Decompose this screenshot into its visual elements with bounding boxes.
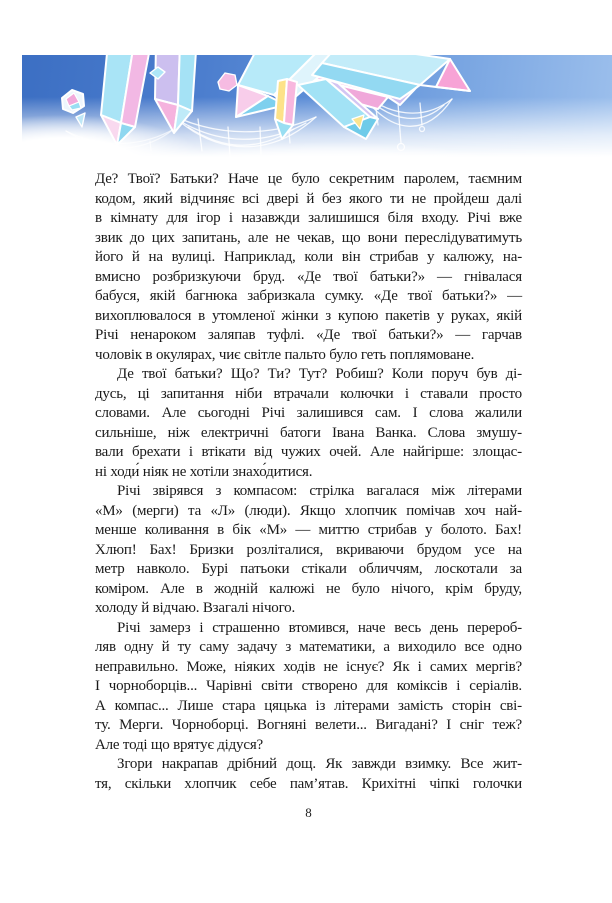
text-line: вали брехати і втікати від чужих очей. Але найгірше: злощас- — [95, 444, 522, 460]
text-line: метр навколо. Бурі патьоки стікали обличчям, лоскотали за — [95, 561, 522, 577]
text-line: Де? Твої? Батьки? Наче це було секретним паролем, таємним — [95, 171, 522, 187]
text-line: чоловік в окулярах, чиє світле пальто було геть поплямоване. — [95, 346, 475, 363]
text-line: неправильно. Може, ніяких ходів не існує? Як і самих мергів? — [95, 658, 522, 675]
paragraph — [95, 619, 522, 756]
text-line: ляв одну й ту саму задачу з математики, а виходило все одно — [95, 639, 522, 655]
text-line: Річі звірявся з компасом: стрілка вагалася між літерами — [117, 483, 522, 499]
text-line: ту. Мерги. Чорноборці. Вогняні велети... Вигадані? І сніг теж? — [95, 717, 522, 733]
text-line: кодом, який відчиняє всі двері й без якого ти не пройдеш далі — [95, 190, 522, 207]
text-line: словами. Але сьогодні Річі залишився сам. І слова жалили — [95, 405, 522, 421]
text-line: Річі замерз і страшенно втомився, наче весь день перероб- — [117, 619, 522, 636]
text-line: тя, скільки хлопчик себе пам’ятав. Крихітні чіпкі голочки — [95, 775, 522, 792]
text-line: його й на вулиці. Наприклад, коли він стрибав у калюжу, на- — [95, 249, 522, 265]
text-line: Але тоді що врятує дідуся? — [95, 736, 263, 753]
text-line: звик до цих запитань, але не чекав, що вони переслідуватимуть — [95, 229, 522, 246]
page-number: 8 — [305, 805, 312, 820]
crystal-cluster — [62, 55, 470, 145]
paragraph — [95, 170, 522, 365]
crystals-illustration — [22, 55, 612, 160]
paragraph — [95, 755, 522, 794]
header-illustration — [22, 55, 612, 160]
text-line: «М» (мерги) та «Л» (люди). Якщо хлопчик помічав хоч най- — [95, 502, 522, 519]
text-line: А компас... Лише стара цяцька із літерами замість сторін сві- — [95, 697, 522, 714]
text-line: вмисно розбризкуючи бруд. «Де твої батьки?» — гнівалася — [95, 268, 522, 285]
page-text — [95, 170, 522, 794]
paragraph — [95, 482, 522, 619]
text-line: Де твої батьки? Що? Ти? Тут? Робиш? Коли поруч був ді- — [117, 366, 522, 382]
text-line: вихоплювалося в утомленої жінки з купою пакетів у руках, якій — [95, 307, 522, 324]
text-line: бабуся, якій багнюка забризкала сумку. «Де твої батьки?» — — [95, 288, 522, 304]
text-line: коміром. Але в жодній калюжі не було нічого, крім бруду, — [95, 580, 522, 597]
text-line: холоду й відчаю. Взагалі нічого. — [95, 600, 296, 616]
text-line: Згори накрапав дрібний дощ. Як завжди взимку. Все жит- — [117, 756, 522, 772]
text-line: в кімнату для ігор і назавжди залишишся біля входу. Річі вже — [95, 210, 522, 226]
paragraph — [95, 365, 522, 482]
text-line: Хлюп! Бах! Бризки розліталися, вкриваючи брудом усе на — [95, 541, 522, 558]
text-line: сильніше, ніж електричні батоги Івана Ванка. Слова змушу- — [95, 424, 522, 441]
text-line: І чорноборців... Чарівні світи створено для коміксів і серіалів. — [95, 678, 522, 694]
text-line: Річі ненароком заляпав туфлі. «Де твої батьки?» — гарчав — [95, 327, 522, 343]
text-line: дусь, ці запитання ніби втрачали колючки і ставали просто — [95, 385, 522, 402]
text-line: менше коливання в бік «М» — миттю стрибав у болото. Бах! — [95, 522, 522, 538]
web-center — [172, 115, 316, 160]
text-line: ні ходи́ ніяк не хотіли знахо́дитися. — [95, 463, 313, 480]
